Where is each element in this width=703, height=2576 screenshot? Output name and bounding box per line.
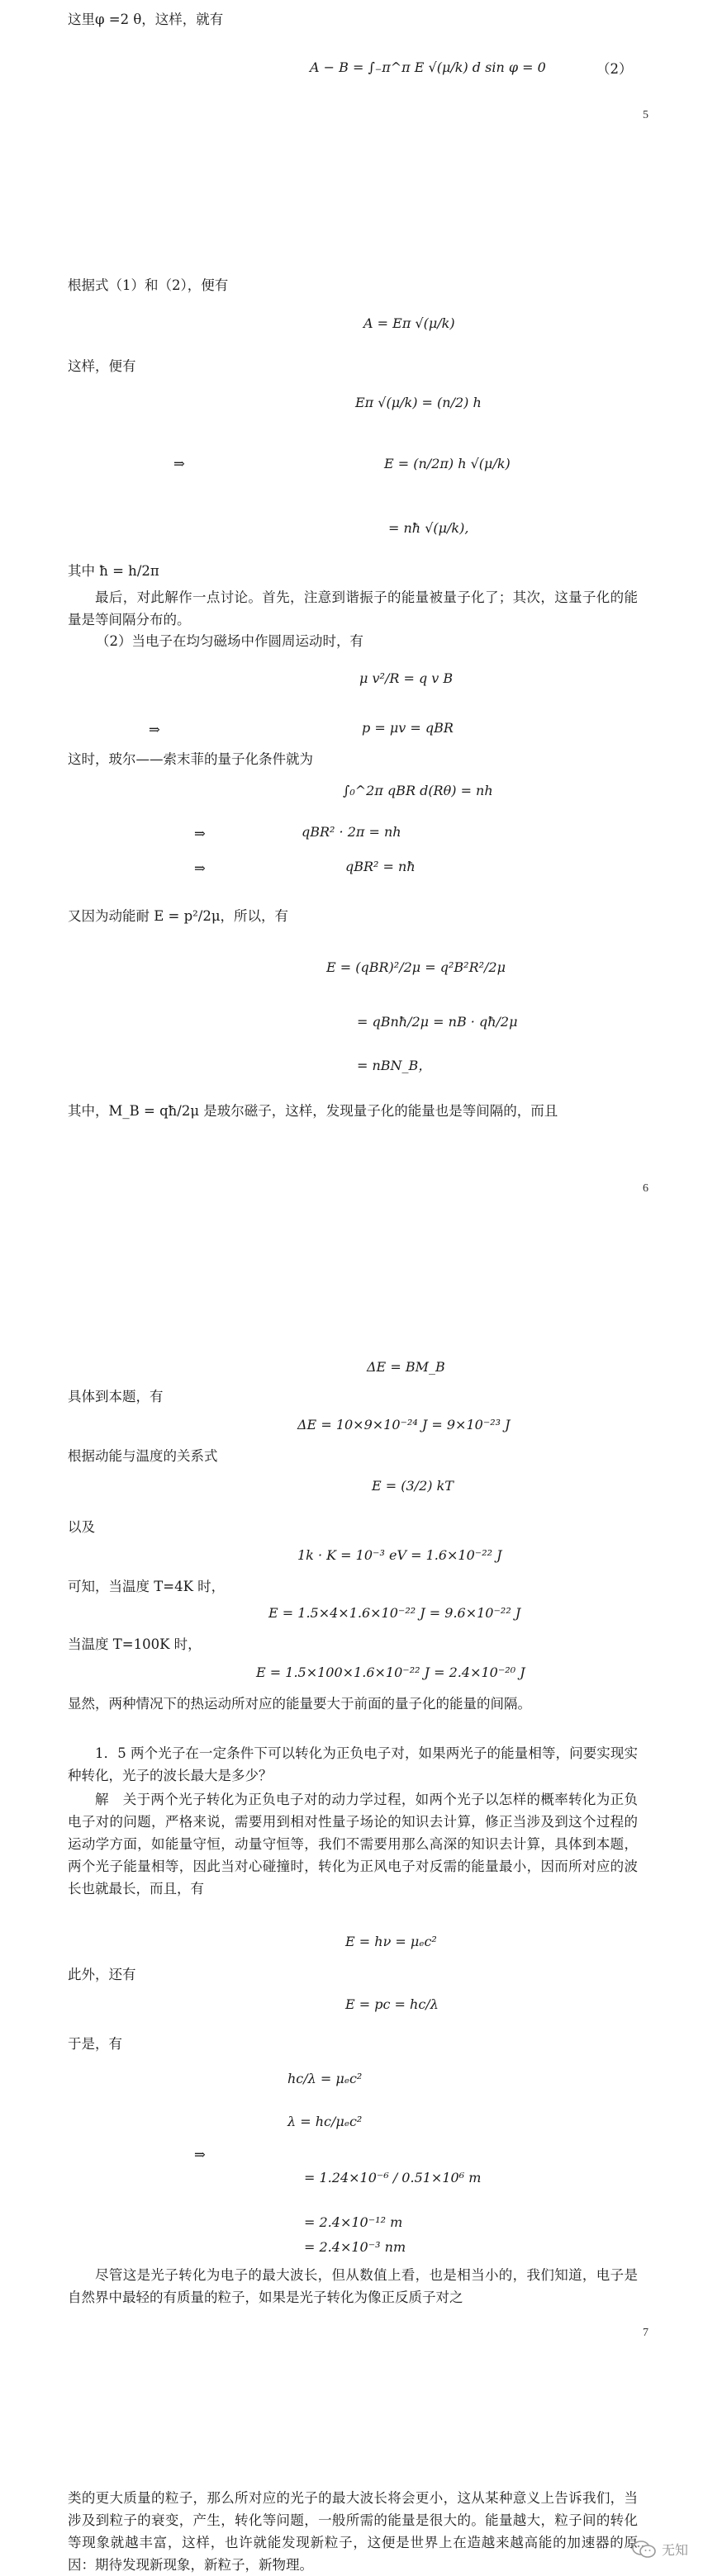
text-line: 其中，M_B = qħ/2μ 是玻尔磁子，这样，发现量子化的能量也是等间隔的，而且 bbox=[68, 1103, 558, 1119]
implies-arrow: ⇒ bbox=[149, 722, 160, 737]
paragraph: 显然，两种情况下的热运动所对应的能量要大于前面的量子化的能量的间隔。 bbox=[68, 1696, 531, 1712]
equation: = nħ √(μ/k), bbox=[388, 520, 469, 536]
text-line: 其中 ħ = h/2π bbox=[68, 563, 159, 579]
page-number: 5 bbox=[643, 109, 648, 121]
implies-arrow: ⇒ bbox=[173, 456, 185, 471]
equation: = 2.4×10⁻¹² m bbox=[304, 2214, 403, 2230]
problem-statement: 1．5 两个光子在一定条件下可以转化为正负电子对，如果两光子的能量相等，问要实现实种转化，光子的波长最大是多少？ bbox=[68, 1745, 638, 1783]
equation: qBR² = nħ bbox=[345, 859, 416, 874]
equation: = 2.4×10⁻³ nm bbox=[304, 2239, 406, 2255]
equation: 1k · K = 10⁻³ eV = 1.6×10⁻²² J bbox=[297, 1547, 502, 1563]
text-line: 可知，当温度 T=4K 时， bbox=[68, 1579, 226, 1594]
equation: E = hν = μₑc² bbox=[345, 1934, 437, 1949]
text-line: 当温度 T=100K 时， bbox=[68, 1636, 202, 1652]
equation: λ = hc/μₑc² bbox=[287, 2114, 363, 2129]
equation: ΔE = 10×9×10⁻²⁴ J = 9×10⁻²³ J bbox=[297, 1417, 511, 1432]
equation: Eπ √(μ/k) = (n/2) h bbox=[355, 395, 482, 410]
equation: E = 1.5×4×1.6×10⁻²² J = 9.6×10⁻²² J bbox=[268, 1605, 521, 1621]
text-line: 又因为动能耐 E = p²/2μ，所以，有 bbox=[68, 908, 289, 924]
equation: p = μv = qBR bbox=[362, 720, 454, 736]
paragraph: 类的更大质量的粒子，那么所对应的光子的最大波长将会更小，这从某种意义上告诉我们，当涉及到粒子的衰变，产生，转化等问题，一般所需的能量是很大的。能量越大，粒子间的转化等现象就越丰富，这样，也许就能发现新粒子，这便是世界上在造越来越高能的加速器的原因：期待发现新现象，新粒子，新物理。 bbox=[68, 2490, 638, 2573]
text-line: 这样，便有 bbox=[68, 358, 136, 374]
equation: = nBN_B， bbox=[357, 1058, 432, 1073]
equation: E = (n/2π) h √(μ/k) bbox=[384, 456, 511, 471]
equation-tag: （2） bbox=[596, 61, 633, 77]
text-line: 根据动能与温度的关系式 bbox=[68, 1448, 218, 1464]
equation: E = 1.5×100×1.6×10⁻²² J = 2.4×10⁻²⁰ J bbox=[256, 1664, 525, 1680]
watermark bbox=[632, 2540, 688, 2559]
implies-arrow: ⇒ bbox=[194, 860, 206, 876]
text-line: 这时，玻尔——索末菲的量子化条件就为 bbox=[68, 751, 313, 767]
text-line: 于是，有 bbox=[68, 2036, 122, 2052]
page-number: 7 bbox=[643, 2327, 648, 2339]
wechat-logo-icon bbox=[632, 2540, 657, 2559]
equation: = qBnħ/2μ = nB · qħ/2μ bbox=[357, 1014, 518, 1030]
equation: E = pc = hc/λ bbox=[345, 1996, 439, 2012]
equation: A − B = ∫₋π^π E √(μ/k) d sin φ = 0 bbox=[310, 59, 546, 75]
implies-arrow: ⇒ bbox=[194, 2147, 206, 2162]
equation: ∫₀^2π qBR d(Rθ) = nh bbox=[343, 783, 493, 798]
solution-paragraph: 解 关于两个光子转化为正负电子对的动力学过程，如两个光子以怎样的概率转化为正负电子对的问题，严格来说，需要用到相对性量子场论的知识去计算，修正当涉及到这个过程的运动学方面，如能量守恒，动量守恒等，我们不需要用那么高深的知识去计算，具体到本题，两个光子能量相等，因此当对心碰撞时，转化为正风电子对反需的能量最小，因而所对应的波长也就最长，而且，有 bbox=[68, 1792, 638, 1896]
paragraph: 尽管这是光子转化为电子的最大波长，但从数值上看，也是相当小的，我们知道，电子是自然界中最轻的有质量的粒子，如果是光子转化为像正反质子对之 bbox=[68, 2267, 638, 2305]
text-line: 根据式（1）和（2），便有 bbox=[68, 277, 229, 293]
equation: hc/λ = μₑc² bbox=[287, 2071, 363, 2086]
text-line: （2）当电子在均匀磁场中作圆周运动时，有 bbox=[96, 633, 363, 649]
text-line: 以及 bbox=[68, 1519, 95, 1535]
equation: = 1.24×10⁻⁶ / 0.51×10⁶ m bbox=[304, 2170, 482, 2185]
implies-arrow: ⇒ bbox=[194, 826, 206, 841]
text-line: 具体到本题，有 bbox=[68, 1389, 164, 1404]
paragraph: 最后，对此解作一点讨论。首先，注意到谐振子的能量被量子化了；其次，这量子化的能量是等间隔分布的。 bbox=[68, 590, 638, 627]
equation: E = (qBR)²/2μ = q²B²R²/2μ bbox=[326, 959, 506, 975]
equation: qBR² · 2π = nh bbox=[302, 824, 401, 840]
text-line: 此外，还有 bbox=[68, 1967, 136, 1982]
equation: ΔE = BM_B bbox=[367, 1359, 445, 1375]
watermark-text: 无知 bbox=[661, 2542, 688, 2558]
page-number: 6 bbox=[643, 1182, 648, 1195]
equation: μ v²/R = q v B bbox=[359, 670, 454, 686]
equation: A = Eπ √(μ/k) bbox=[363, 315, 455, 331]
equation: E = (3/2) kT bbox=[372, 1478, 454, 1494]
text-line: 这里φ =2 θ，这样，就有 bbox=[68, 12, 224, 27]
